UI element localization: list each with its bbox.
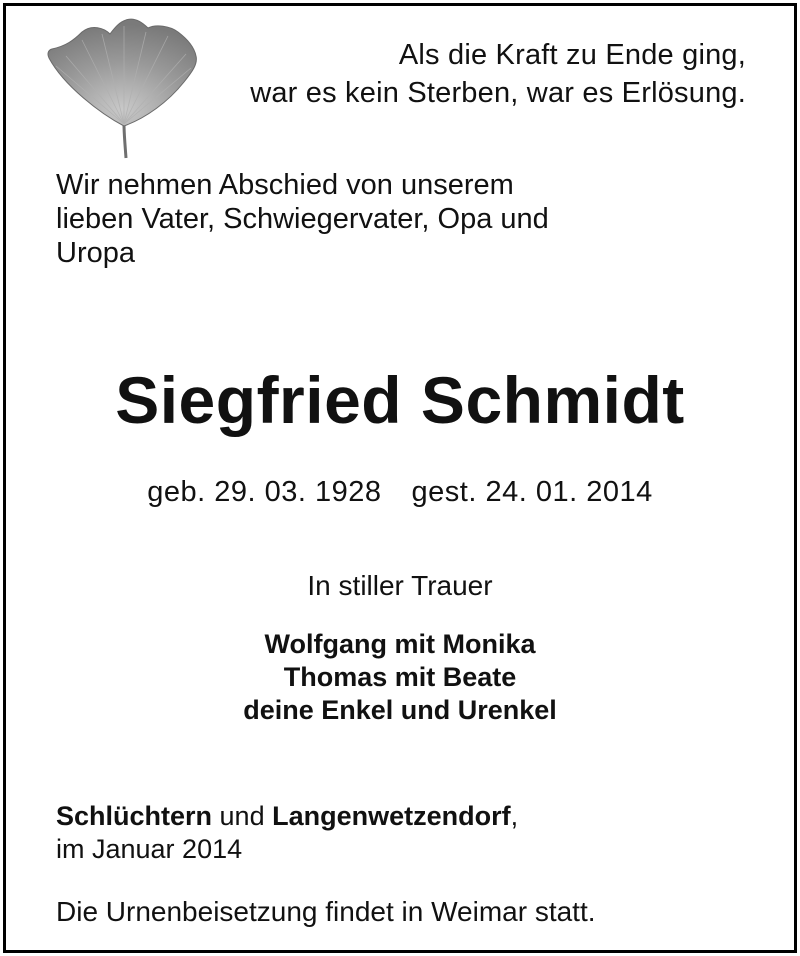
motto-line: Als die Kraft zu Ende ging,: [398, 39, 746, 71]
obituary-notice: [3, 3, 797, 953]
ginkgo-leaf-icon: [46, 16, 198, 164]
town-name: Schlüchtern: [56, 801, 213, 831]
town-name: Langenwetzendorf: [272, 801, 511, 831]
burial-note: Die Urnenbeisetzung findet in Weimar statt.: [56, 896, 596, 927]
motto-line: war es kein Sterben, war es Erlösung.: [250, 77, 746, 109]
mourners-list: [6, 628, 794, 727]
motto: [250, 36, 746, 112]
mourning-heading: In stiller Trauer: [307, 570, 493, 601]
deceased-name: Siegfried Schmidt: [115, 363, 685, 437]
intro-line: Uropa: [56, 237, 135, 269]
birth-date: geb. 29. 03. 1928: [147, 476, 382, 508]
place-and-date: [56, 800, 518, 866]
mourner-entry: Thomas mit Beate: [283, 662, 517, 692]
mourner-entry: deine Enkel und Urenkel: [243, 695, 557, 725]
mourner-entry: Wolfgang mit Monika: [264, 629, 536, 659]
intro-text: [56, 168, 549, 270]
place-connector: und: [212, 801, 273, 831]
intro-line: Wir nehmen Abschied von unserem: [56, 169, 514, 201]
life-dates: [6, 472, 794, 512]
intro-line: lieben Vater, Schwiegervater, Opa und: [56, 203, 549, 235]
place-line: [56, 800, 518, 833]
place-comma: ,: [510, 801, 519, 831]
date-line: im Januar 2014: [56, 834, 243, 864]
death-date: gest. 24. 01. 2014: [411, 476, 653, 508]
